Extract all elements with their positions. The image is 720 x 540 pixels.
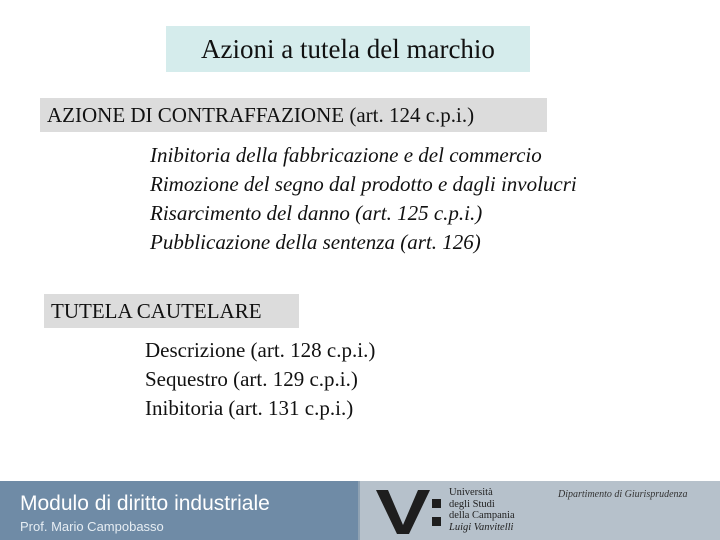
university-name xyxy=(449,487,515,533)
list-item: Rimozione del segno dal prodotto e dagli involucri xyxy=(150,172,577,196)
list-item: Inibitoria (art. 131 c.p.i.) xyxy=(145,396,354,420)
vanvitelli-logo-icon xyxy=(374,487,444,537)
list-item: Sequestro (art. 129 c.p.i.) xyxy=(145,367,358,391)
contraffazione-list xyxy=(150,141,577,257)
department-name: Dipartimento di Giurisprudenza xyxy=(558,489,688,500)
university-name-line: Luigi Vanvitelli xyxy=(449,521,514,533)
section-heading-contraffazione: AZIONE DI CONTRAFFAZIONE (art. 124 c.p.i.) xyxy=(40,98,547,132)
footer xyxy=(0,481,720,540)
university-name-line: degli Studi xyxy=(449,498,495,510)
university-name-line: della Campania xyxy=(449,510,515,521)
course-name: Modulo di diritto industriale xyxy=(20,492,270,515)
list-item: Risarcimento del danno (art. 125 c.p.i.) xyxy=(150,201,483,225)
university-name-line: Università xyxy=(449,487,493,498)
list-item: Descrizione (art. 128 c.p.i.) xyxy=(145,338,376,362)
slide-title: Azioni a tutela del marchio xyxy=(166,26,530,72)
professor-name: Prof. Mario Campobasso xyxy=(20,519,164,534)
list-item: Inibitoria della fabbricazione e del commercio xyxy=(150,143,542,167)
footer-course-panel xyxy=(0,481,358,540)
section-heading-cautelare: TUTELA CAUTELARE xyxy=(44,294,299,328)
list-item: Pubblicazione della sentenza (art. 126) xyxy=(150,230,481,254)
cautelare-list xyxy=(145,336,375,423)
footer-divider xyxy=(358,481,360,540)
